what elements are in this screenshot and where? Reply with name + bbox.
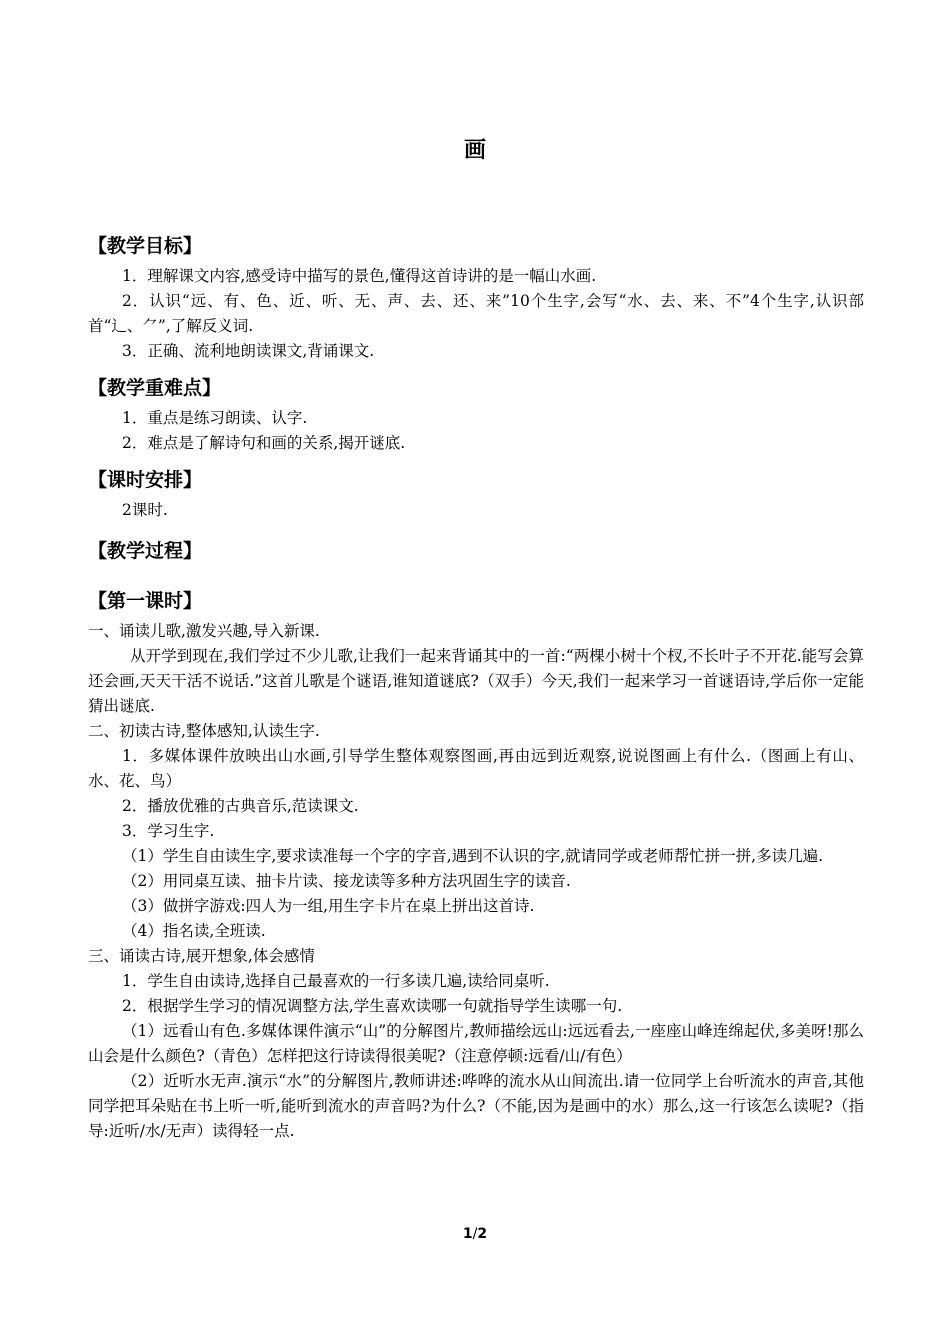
lesson-paragraph: 1．学生自由读诗,选择自己最喜欢的一行多读几遍,读给同桌听.	[122, 972, 550, 990]
total-pages: 2	[477, 1226, 488, 1242]
page-separator: /	[472, 1226, 478, 1242]
lesson-paragraph: 从开学到现在,我们学过不少儿歌,让我们一起来背诵其中的一首:“两棵小树十个杈,不长叶子不开花.能写会算还会画,天天干活不说话.”这首儿歌是个谜语,谁知道谜底?（双手）今天,我们一起来学习一首谜语诗,学后你一定能猜出谜底.	[88, 647, 864, 715]
lesson-paragraph: （4）指名读,全班读.	[122, 922, 266, 940]
lesson-paragraph: （2）用同桌互读、抽卡片读、接龙读等多种方法巩固生字的读音.	[122, 872, 571, 890]
lesson-paragraph: （1）远看山有色.多媒体课件演示“山”的分解图片,教师描绘远山:远远看去,一座座山峰连绵起伏,多美呀!那么山会是什么颜色?（青色）怎样把这行诗读得很美呢?（注意停顿:远看/山/有色）	[88, 1022, 864, 1065]
lesson-paragraph: 三、诵读古诗,展开想象,体会感情	[88, 947, 315, 965]
lesson-paragraph: 2．播放优雅的古典音乐,范读课文.	[122, 797, 359, 815]
schedule-text: 2课时.	[122, 501, 168, 519]
goal-item: 3．正确、流利地朗读课文,背诵课文.	[122, 342, 375, 360]
document-title: 画	[463, 138, 486, 163]
lesson-paragraph: 一、诵读儿歌,激发兴趣,导入新课.	[88, 622, 320, 640]
difficulty-item: 1．重点是练习朗读、认字.	[122, 409, 308, 427]
goal-item: 2．认识“远、有、色、近、听、无、声、去、还、来”10个生字,会写“水、去、来、不”4个生字,认识部首“辶、⺈”,了解反义词.	[88, 292, 864, 335]
difficulty-heading: 【教学重难点】	[88, 377, 222, 399]
goal-item: 1．理解课文内容,感受诗中描写的景色,懂得这首诗讲的是一幅山水画.	[122, 267, 597, 285]
lesson-paragraph: 1．多媒体课件放映出山水画,引导学生整体观察图画,再由远到近观察,说说图画上有什么.（图画上有山、水、花、鸟）	[88, 747, 864, 790]
lesson-paragraph: （3）做拼字游戏:四人为一组,用生字卡片在桌上拼出这首诗.	[122, 897, 535, 915]
goals-heading: 【教学目标】	[88, 235, 203, 257]
current-page: 1	[462, 1226, 473, 1242]
document-body	[88, 232, 864, 1144]
lesson-paragraph: 3．学习生字.	[122, 822, 215, 840]
lesson1-heading: 【第一课时】	[88, 590, 203, 612]
lesson-paragraph: 2．根据学生学习的情况调整方法,学生喜欢读哪一句就指导学生读哪一句.	[122, 997, 623, 1015]
page-number	[0, 1226, 950, 1242]
lesson-paragraph: 二、初读古诗,整体感知,认读生字.	[88, 722, 320, 740]
schedule-heading: 【课时安排】	[88, 469, 203, 491]
lesson-paragraph: （1）学生自由读生字,要求读准每一个字的字音,遇到不认识的字,就请同学或老师帮忙拼一拼,多读几遍.	[122, 847, 823, 865]
process-heading: 【教学过程】	[88, 540, 203, 562]
difficulty-item: 2．难点是了解诗句和画的关系,揭开谜底.	[122, 434, 406, 452]
lesson-paragraph: （2）近听水无声.演示“水”的分解图片,教师讲述:哗哗的流水从山间流出.请一位同学上台听流水的声音,其他同学把耳朵贴在书上听一听,能听到流水的声音吗?为什么?（不能,因为是画中的水）那么,这一行该怎么读呢?（指导:近听/水/无声）读得轻一点.	[88, 1072, 864, 1140]
